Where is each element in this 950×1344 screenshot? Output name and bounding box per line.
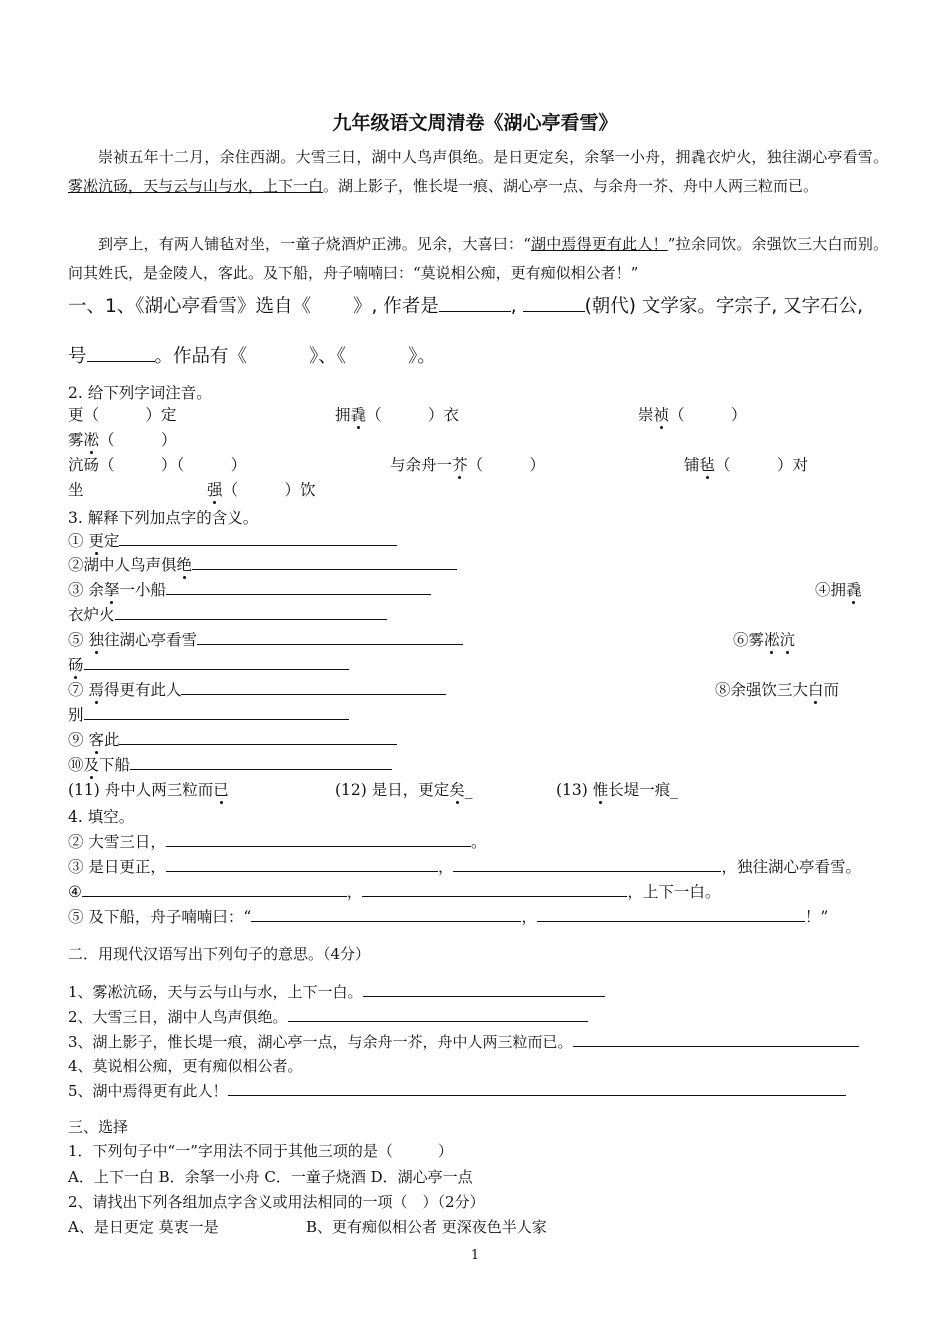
definition-item-6-cont: 砀 xyxy=(68,654,349,676)
answer-blank[interactable] xyxy=(192,554,457,570)
passage-text: 。湖上影子，惟长堤一痕、湖心亭一点、与余舟一芥、舟中人两三粒而已。 xyxy=(323,177,819,195)
pinyin-item-cui: 拥毳（ ）衣 xyxy=(335,406,460,424)
passage-underlined-text: 雾凇沆砀，天与云与山与水，上下一白 xyxy=(68,177,324,195)
pinyin-item-hangdang: 沆砀（ ）（ ） xyxy=(68,456,247,474)
definition-item-8: ⑧余强饮三大白而 xyxy=(715,681,840,699)
answer-blank[interactable] xyxy=(166,579,431,595)
passage-paragraph-1 xyxy=(68,143,888,201)
section-2-heading: 二．用现代汉语写出下列句子的意思。（4分） xyxy=(68,945,371,963)
definition-item-4: ④拥毳 xyxy=(815,581,862,599)
question-4-heading: 4. 填空。 xyxy=(68,808,135,826)
question-text: 一、1、《湖心亭看雪》选自《 xyxy=(68,296,312,317)
question-2-heading: 2. 给下列字词注音。 xyxy=(68,384,212,402)
section-3-heading: 三、选择 xyxy=(68,1118,129,1136)
pinyin-item-song: 雾凇（ ） xyxy=(68,431,177,449)
question-text: 2、大雪三日，湖中人鸟声俱绝。 xyxy=(68,1008,288,1026)
question-text: 》。 xyxy=(408,346,436,367)
answer-blank[interactable] xyxy=(362,881,627,897)
fill-item-4 xyxy=(68,881,720,903)
answer-blank[interactable] xyxy=(573,1031,859,1047)
definition-item-6: ⑥雾凇沆 xyxy=(733,631,796,649)
question-text: 。作品有《 xyxy=(154,346,248,367)
choice-question-1-options: A．上下一白 B．余拏一小舟 C．一童子烧酒 D．湖心亭一点 xyxy=(68,1168,473,1186)
answer-blank[interactable] xyxy=(363,981,605,997)
pinyin-item-geng: 更（ ）定 xyxy=(68,406,177,424)
question-text: ，上下一白。 xyxy=(627,883,721,901)
fill-item-5 xyxy=(68,906,828,928)
passage-underlined-text: 湖中焉得更有此人！ xyxy=(530,235,668,253)
question-text: , xyxy=(510,296,523,317)
passage-text: 到亭上，有两人铺毡对坐，一童子烧酒炉正沸。见余，大喜曰：“ xyxy=(98,235,531,253)
answer-blank[interactable] xyxy=(523,296,585,312)
passage-paragraph-2 xyxy=(68,230,888,288)
question-text: (朝代) 文学家。字宗子, 又字石公, xyxy=(584,296,864,317)
pinyin-item-zhan: 铺毡（ ）对 xyxy=(684,456,809,474)
passage-text: ”拉余同饮。余强饮三大白而别。问其姓氏，是金陵人，客此。及下船，舟子喃喃曰：“莫说相公痴，更有痴似相公者！” xyxy=(68,235,888,282)
definition-item-1: ① 更定 xyxy=(68,530,397,552)
translate-item-4: 4、莫说相公痴，更有痴似相公者。 xyxy=(68,1057,303,1075)
definition-item-5: ⑤ 独往湖心亭看雪 xyxy=(68,629,463,651)
translate-item-3 xyxy=(68,1031,859,1053)
page-number: 1 xyxy=(470,1248,480,1263)
answer-blank[interactable] xyxy=(181,679,446,695)
question-text: 号 xyxy=(68,346,87,367)
answer-blank[interactable] xyxy=(84,654,349,670)
question-text: ， xyxy=(437,858,454,876)
pinyin-item-jie: 与余舟一芥（ ） xyxy=(390,456,546,474)
definition-item-9: ⑨ 客此 xyxy=(68,729,397,751)
question-text: ！” xyxy=(804,908,829,926)
definition-item-2: ②湖中人鸟声俱绝 xyxy=(68,554,457,576)
answer-blank[interactable] xyxy=(119,729,397,745)
choice-question-2: 2、请找出下列各组加点字含义或用法相同的一项（ ）（2分） xyxy=(68,1193,485,1211)
definition-item-7: ⑦ 焉得更有此人 xyxy=(68,679,446,701)
definition-item-3: ③ 余拏一小船 xyxy=(68,579,431,601)
pinyin-item-qiang: 强（ ）饮 xyxy=(207,481,316,499)
question-text: 1、雾凇沆砀，天与云与山与水，上下一白。 xyxy=(68,983,363,1001)
question-text: ， xyxy=(521,908,537,926)
question-1-line-1 xyxy=(68,296,863,318)
question-text: 》, 作者是 xyxy=(353,296,439,317)
question-text: 3、湖上影子，惟长堤一痕，湖心亭一点，与余舟一芥，舟中人两三粒而已。 xyxy=(68,1033,573,1051)
question-text: ② 大雪三日， xyxy=(68,833,166,851)
answer-blank[interactable] xyxy=(537,906,805,922)
question-text: ，独往湖心亭看雪。 xyxy=(721,858,861,876)
pinyin-item-zhen: 崇祯（ ） xyxy=(638,406,747,424)
answer-blank[interactable] xyxy=(130,754,392,770)
fill-item-3 xyxy=(68,856,861,878)
pinyin-item-zuo: 坐 xyxy=(68,481,84,499)
translate-item-5 xyxy=(68,1080,846,1102)
definition-item-11: (11) 舟中人两三粒而已 xyxy=(68,781,229,799)
answer-blank[interactable] xyxy=(87,346,155,362)
definition-item-8-cont: 别 xyxy=(68,704,349,726)
answer-blank[interactable] xyxy=(439,296,511,312)
passage-text: 崇祯五年十二月，余住西湖。大雪三日，湖中人鸟声俱绝。是日更定矣，余拏一小舟，拥毳衣炉火，独往湖心亭看雪。 xyxy=(98,148,888,166)
answer-blank[interactable] xyxy=(228,1080,846,1096)
fill-item-2: ② 大雪三日， 。 xyxy=(68,833,487,851)
answer-blank[interactable] xyxy=(251,906,521,922)
page-title: 九年级语文周清卷《湖心亭看雪》 xyxy=(332,112,618,134)
answer-blank[interactable] xyxy=(197,629,463,645)
question-1-line-2 xyxy=(68,346,436,368)
question-text: ⑤ 及下船，舟子喃喃曰：“ xyxy=(68,908,252,926)
definition-item-4-cont: 衣炉火 xyxy=(68,604,387,626)
translate-item-1 xyxy=(68,981,605,1003)
translate-item-2 xyxy=(68,1006,588,1028)
question-3-heading: 3. 解释下列加点字的含义。 xyxy=(68,509,259,527)
answer-blank[interactable] xyxy=(453,856,721,872)
question-text: 5、湖中焉得更有此人！ xyxy=(68,1082,228,1100)
choice-question-1: 1．下列句子中“一”字用法不同于其他三项的是（ ） xyxy=(68,1142,453,1160)
question-text: ③ 是日更正， xyxy=(68,858,166,876)
answer-blank[interactable] xyxy=(82,881,347,897)
answer-blank[interactable] xyxy=(166,856,438,872)
question-text: ， xyxy=(346,883,363,901)
question-text: 》、《 xyxy=(309,346,347,367)
choice-question-2-option-b: B、更有痴似相公者 更深夜色半人家 xyxy=(306,1218,547,1236)
definition-item-10: ⑩及下船 xyxy=(68,754,392,776)
definition-item-12: (12) 是日，更定矣_ xyxy=(335,781,473,799)
choice-question-2-option-a: A、是日更定 莫衷一是 xyxy=(68,1218,219,1236)
question-text: ④ xyxy=(68,883,82,901)
definition-item-13: (13) 惟长堤一痕_ xyxy=(556,781,679,799)
answer-blank[interactable] xyxy=(288,1006,588,1022)
answer-blank[interactable] xyxy=(119,530,397,546)
answer-blank[interactable] xyxy=(84,704,349,720)
answer-blank[interactable] xyxy=(115,604,387,620)
answer-blank[interactable] xyxy=(166,831,471,847)
